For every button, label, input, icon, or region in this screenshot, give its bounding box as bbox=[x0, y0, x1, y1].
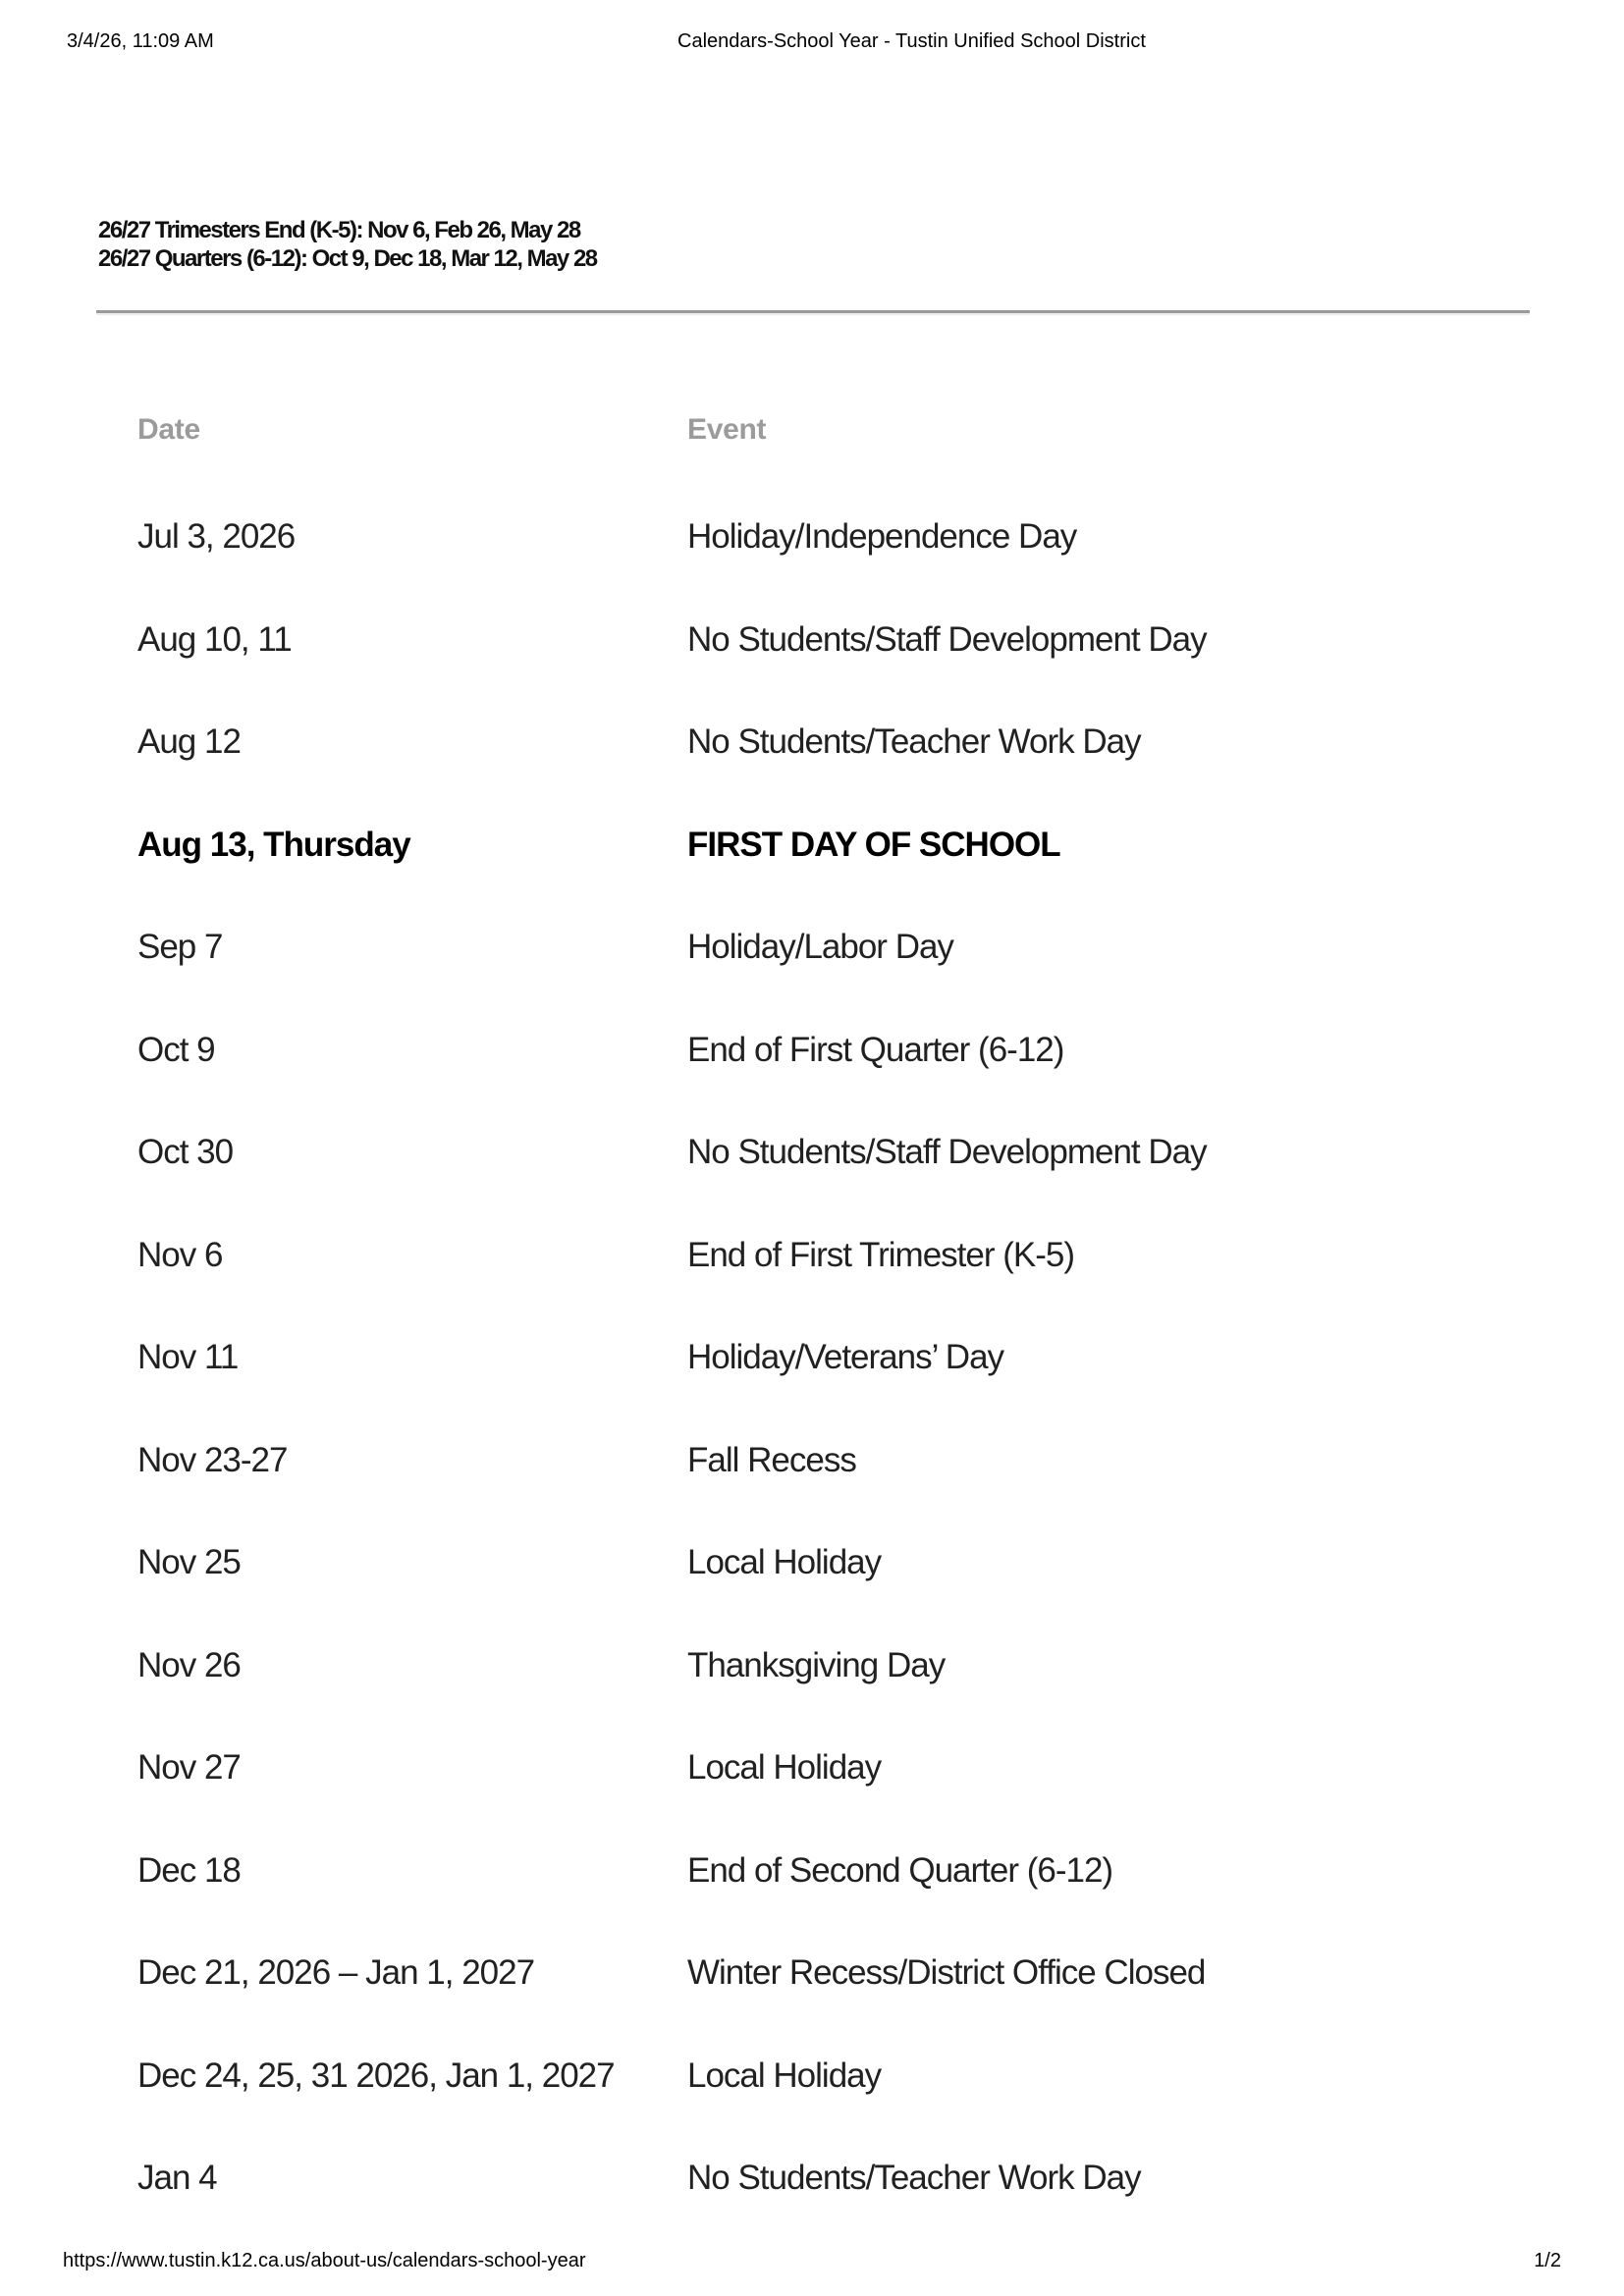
event-cell: Winter Recess/District Office Closed bbox=[687, 1953, 1206, 1992]
date-cell: Aug 13, Thursday bbox=[137, 825, 410, 864]
table-row bbox=[96, 1336, 1530, 1439]
date-cell: Nov 26 bbox=[137, 1645, 241, 1684]
date-cell: Nov 27 bbox=[137, 1748, 241, 1787]
event-cell: End of First Trimester (K-5) bbox=[687, 1235, 1075, 1274]
table-row bbox=[96, 1541, 1530, 1644]
date-cell: Jan 4 bbox=[137, 2159, 217, 2197]
event-cell: No Students/Staff Development Day bbox=[687, 1133, 1207, 1171]
page-number: 1/2 bbox=[1534, 2250, 1561, 2271]
page-title: Calendars-School Year - Tustin Unified School District bbox=[677, 30, 1146, 52]
trimesters-summary-line: 26/27 Trimesters End (K-5): Nov 6, Feb 26, May 28 bbox=[98, 217, 580, 243]
date-cell: Aug 10, 11 bbox=[137, 619, 292, 659]
date-cell: Jul 3, 2026 bbox=[137, 517, 296, 556]
date-cell: Nov 11 bbox=[137, 1338, 239, 1376]
table-row bbox=[96, 1234, 1530, 1337]
table-row bbox=[96, 1029, 1530, 1132]
date-cell: Dec 21, 2026 – Jan 1, 2027 bbox=[137, 1953, 535, 1992]
event-cell: Thanksgiving Day bbox=[687, 1645, 946, 1684]
table-row bbox=[96, 1439, 1530, 1542]
event-cell: End of Second Quarter (6-12) bbox=[687, 1850, 1113, 1890]
event-cell: No Students/Teacher Work Day bbox=[687, 722, 1141, 761]
date-cell: Aug 12 bbox=[137, 722, 241, 761]
event-cell: Holiday/Veterans’ Day bbox=[687, 1338, 1004, 1376]
event-cell: Local Holiday bbox=[687, 1748, 882, 1787]
quarters-summary-line: 26/27 Quarters (6-12): Oct 9, Dec 18, Mar 12, May 28 bbox=[98, 245, 597, 272]
table-row bbox=[96, 1951, 1530, 2055]
table-row bbox=[96, 1849, 1530, 1952]
table-row bbox=[96, 618, 1530, 721]
table-header-row bbox=[96, 412, 1530, 515]
event-cell: Fall Recess bbox=[687, 1440, 856, 1479]
date-cell: Dec 18 bbox=[137, 1850, 241, 1890]
print-timestamp: 3/4/26, 11:09 AM bbox=[67, 30, 214, 52]
date-cell: Oct 30 bbox=[137, 1133, 234, 1171]
date-cell: Nov 6 bbox=[137, 1235, 223, 1274]
date-cell: Sep 7 bbox=[137, 928, 223, 966]
event-cell: Local Holiday bbox=[687, 1543, 882, 1581]
table-row bbox=[96, 824, 1530, 927]
table-row bbox=[96, 2055, 1530, 2158]
event-cell: Local Holiday bbox=[687, 2056, 882, 2095]
event-table bbox=[96, 412, 1530, 2260]
source-url: https://www.tustin.k12.ca.us/about-us/calendars-school-year bbox=[63, 2250, 586, 2271]
event-cell: FIRST DAY OF SCHOOL bbox=[687, 825, 1060, 864]
date-cell: Nov 25 bbox=[137, 1543, 241, 1581]
event-column-header: Event bbox=[687, 413, 767, 446]
event-cell: Holiday/Labor Day bbox=[687, 928, 953, 966]
calendar-summary bbox=[98, 216, 597, 273]
event-cell: End of First Quarter (6-12) bbox=[687, 1030, 1064, 1069]
table-row bbox=[96, 926, 1530, 1029]
date-cell: Nov 23-27 bbox=[137, 1440, 288, 1479]
event-cell: No Students/Staff Development Day bbox=[687, 619, 1207, 659]
section-divider bbox=[96, 310, 1530, 315]
table-row bbox=[96, 1644, 1530, 1747]
event-cell: No Students/Teacher Work Day bbox=[687, 2159, 1141, 2197]
table-row bbox=[96, 515, 1530, 618]
event-table-body bbox=[96, 515, 1530, 2260]
date-cell: Dec 24, 25, 31 2026, Jan 1, 2027 bbox=[137, 2056, 615, 2095]
table-row bbox=[96, 1131, 1530, 1234]
table-row bbox=[96, 1746, 1530, 1849]
table-row bbox=[96, 721, 1530, 824]
table-row bbox=[96, 2157, 1530, 2260]
date-column-header: Date bbox=[137, 413, 200, 446]
event-cell: Holiday/Independence Day bbox=[687, 517, 1077, 556]
date-cell: Oct 9 bbox=[137, 1030, 215, 1069]
